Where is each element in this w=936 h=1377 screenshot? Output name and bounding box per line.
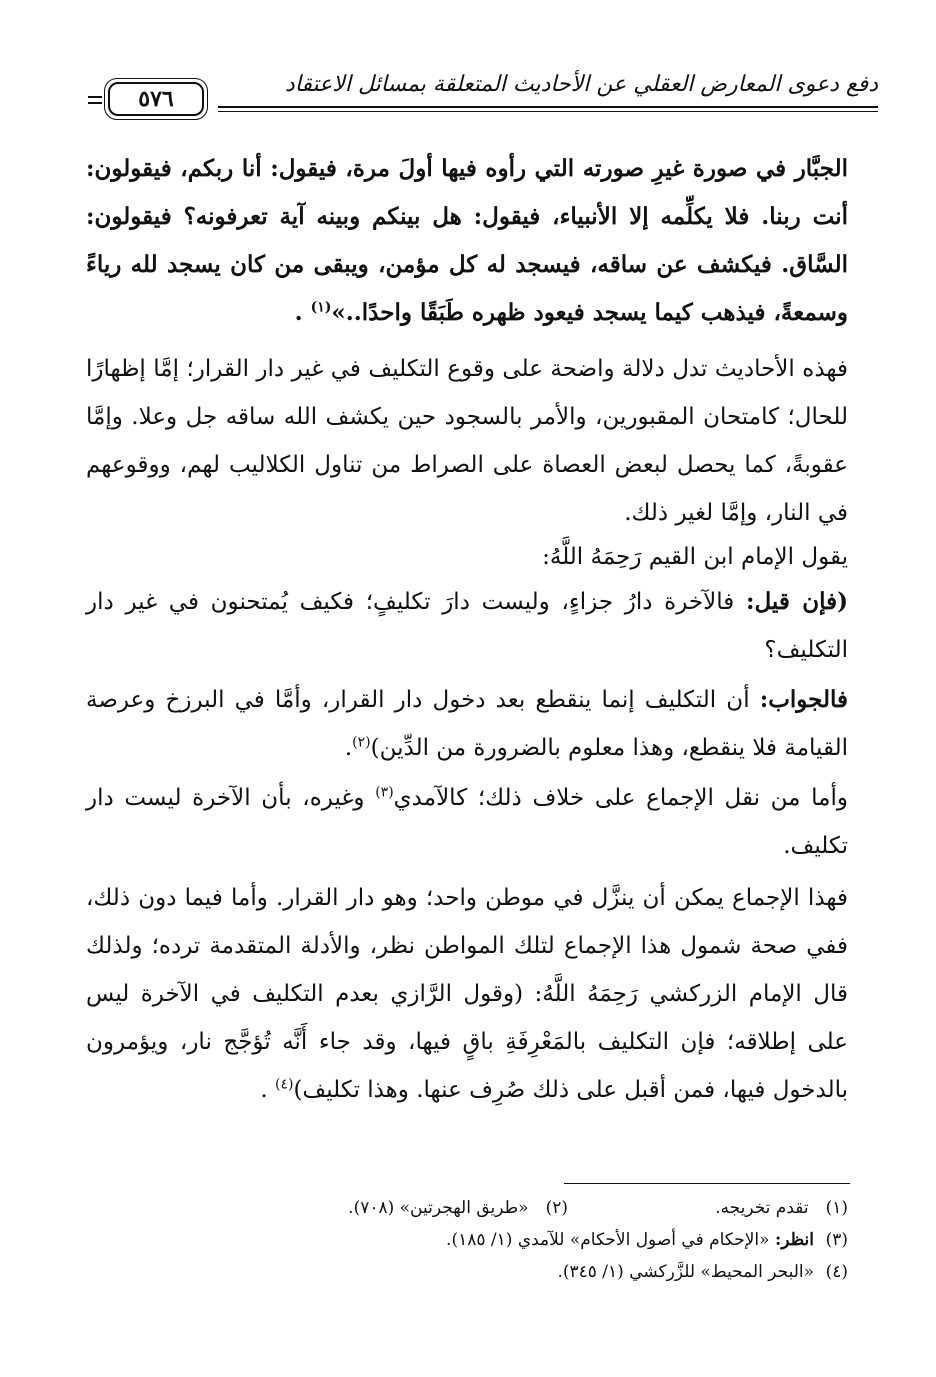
page-number: ٥٧٦	[138, 86, 174, 112]
page-header	[88, 66, 878, 128]
footnote-text: «الإحكام في أصول الأحكام» للآمدي (١/ ١٨٥).	[446, 1230, 770, 1250]
quote-intro-line	[86, 533, 848, 581]
footnote-1	[568, 1192, 848, 1224]
question-label: (فإن قيل:	[745, 588, 848, 615]
header-rule-thin	[218, 111, 878, 112]
answer-label: فالجواب:	[759, 686, 848, 713]
hadith-quote-text: الجبَّار في صورة غيرِ صورته التي رأوه فيها أولَ مرة، فيقول: أنا ربكم، فيقولون: أنت ربنا. فلا يكلِّمه إلا الأنبياء، فيقول: هل بينكم وبينه آية تعرفونه؟ فيقولون: السَّاق. فيكشف عن ساقه، فيسجد له كل مؤمن، ويبقى من كان يسجد لله رياءً وسمعةً، فيذهب كيما يسجد فيعود ظهره طَبَقًا واحدًا..»	[86, 155, 848, 326]
commentary-text: فهذه الأحاديث تدل دلالة واضحة على وقوع التكليف في غير دار القرار؛ إمَّا إظهارًا للحال؛ كامتحان المقبورين، والأمر بالسجود حين يكشف الله ساقه جل وعلا. وإمَّا عقوبةً، كما يحصل لبعض العصاة على الصراط من تناول الكلاليب لهم، ووقوعهم في النار، وإمَّا لغير ذلك.	[86, 356, 848, 526]
footnote-2	[348, 1192, 568, 1224]
footnote-ref-4: (٤)	[274, 1076, 294, 1093]
footnote-text: «البحر المحيط» للزَّركشي (١/ ٣٤٥).	[557, 1262, 814, 1282]
footnotes	[86, 1192, 848, 1288]
quote-intro-text: يقول الإمام ابن القيم رَحِمَهُ اللَّهُ:	[542, 544, 848, 570]
footnote-number: (٣)	[825, 1230, 848, 1250]
footnote-ref-2: (٢)	[352, 734, 371, 751]
paragraph-end: .	[260, 1077, 268, 1103]
footnote-text: «طريق الهجرتين» (٧٠٨).	[348, 1198, 529, 1218]
conclusion-text: فهذا الإجماع يمكن أن ينزَّل في موطن واحد؛ وهو دار القرار. وأما فيما دون ذلك، ففي صحة شمول هذا الإجماع لتلك المواطن نظر، والأدلة المتقدمة ترده؛ ولذلك قال الإمام الزركشي رَحِمَهُ اللَّهُ: (وقول الرَّازي بعدم التكليف في الآخرة ليس على إطلاقه؛ فإن التكليف بالمَعْرِفَةِ باقٍ فيها، وقد جاء أَنَّه تُؤجَّج نار، ويؤمرون بالدخول فيها، فمن أقبل على ذلك صُرِف عنها. وهذا تكليف)	[86, 885, 848, 1103]
page-number-box	[108, 82, 204, 116]
footnote-4	[86, 1256, 848, 1288]
header-rule-left-2	[88, 102, 102, 104]
footnote-ref-3: (٣)	[375, 784, 394, 801]
footnote-separator	[564, 1183, 850, 1184]
footnote-3	[86, 1224, 848, 1256]
commentary-paragraph	[86, 345, 848, 537]
running-title: دفع دعوى المعارض العقلي عن الأحاديث المتعلقة بمسائل الاعتقاد	[284, 72, 878, 97]
footnote-row	[86, 1192, 848, 1224]
footnote-number: (٢)	[545, 1198, 568, 1218]
footnote-number: (٤)	[825, 1262, 848, 1282]
answer-paragraph	[86, 676, 848, 772]
ijma-paragraph	[86, 774, 848, 870]
footnote-text: تقدم تخريجه.	[715, 1198, 809, 1218]
header-rule	[218, 106, 878, 108]
question-paragraph	[86, 578, 848, 674]
footnote-ref-1: (١)	[310, 299, 332, 316]
answer-text: أن التكليف إنما ينقطع بعد دخول دار القرار، وأمَّا في البرزخ وعرصة القيامة فلا ينقطع، وهذا معلوم بالضرورة من الدِّين)	[86, 687, 848, 761]
footnote-label: انظر:	[774, 1230, 814, 1250]
conclusion-paragraph	[86, 874, 848, 1114]
paragraph-end: .	[344, 735, 353, 761]
question-text: فالآخرة دارُ جزاءٍ، وليست دارَ تكليفٍ؛ فكيف يُمتحنون في غير دار التكليف؟	[86, 589, 848, 663]
hadith-quote-paragraph	[86, 145, 848, 337]
ijma-text-b: وغيره، بأن الآخرة ليست دار تكليف.	[86, 785, 848, 859]
footnote-number: (١)	[825, 1198, 848, 1218]
header-rule-left	[88, 96, 102, 98]
paragraph-end: .	[294, 299, 303, 326]
ijma-text-a: وأما من نقل الإجماع على خلاف ذلك؛ كالآمدي	[393, 785, 848, 811]
